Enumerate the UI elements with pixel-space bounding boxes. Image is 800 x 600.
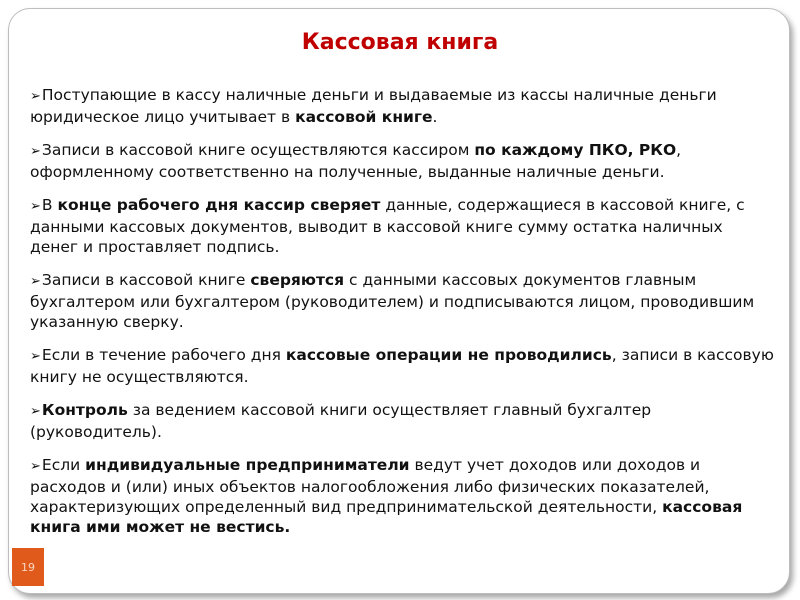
text-run: В — [41, 196, 58, 214]
text-run: Если в течение рабочего дня — [41, 346, 286, 364]
bold-text: Контроль — [41, 401, 128, 419]
bold-text: кассовая книга ими может не вестись. — [30, 498, 743, 536]
text-run: Поступающие в кассу наличные деньги и выдаваемые из кассы наличные деньги юридическое лицо учитывает в — [30, 86, 717, 126]
text-run: за ведением кассовой книги осуществляет главный бухгалтер (руководитель). — [30, 401, 652, 441]
bullet-item — [30, 140, 775, 182]
bullet-item — [30, 455, 775, 537]
text-run: . — [432, 108, 438, 126]
arrow-bullet-icon: ➢ — [30, 274, 41, 289]
text-run: , записи в кассовую книгу не осуществляются. — [30, 346, 774, 386]
bullet-item — [30, 270, 775, 332]
text-run: с данными кассовых документов главным бухгалтером или бухгалтером (руководителем) и подписываются лицом, проводившим указанную сверку. — [30, 271, 755, 331]
text-run: данные, содержащиеся в кассовой книге, с данными кассовых документов, выводит в кассовой книге сумму остатка наличных денег и проставляет подпись. — [30, 196, 745, 256]
bullet-item — [30, 345, 775, 387]
bullet-item — [30, 85, 775, 127]
arrow-bullet-icon: ➢ — [30, 349, 41, 364]
arrow-bullet-icon: ➢ — [30, 144, 41, 159]
bold-text: по каждому ПКО, РКО — [474, 141, 677, 159]
text-run: , оформленному соответственно на полученные, выданные наличные деньги. — [30, 141, 682, 181]
slide-title: Кассовая книга — [301, 30, 499, 55]
text-run: ведут учет доходов или доходов и расходов и (или) иных объектов налогообложения либо физических показателей, характеризующих определенный вид предпринимательской деятельности, — [30, 456, 710, 516]
slide-number: 19 — [12, 548, 44, 586]
bold-text: кассовой книге — [295, 108, 433, 126]
arrow-bullet-icon: ➢ — [30, 459, 41, 474]
bold-text: конце рабочего дня кассир сверяет — [57, 196, 381, 214]
text-run: Записи в кассовой книге — [41, 271, 251, 289]
text-run: Если — [41, 456, 86, 474]
bold-text: кассовые операции не проводились — [285, 346, 612, 364]
bullet-item — [30, 195, 775, 257]
bullet-item — [30, 400, 775, 442]
bold-text: сверяются — [250, 271, 345, 289]
text-run: Записи в кассовой книге осуществляются кассиром — [41, 141, 475, 159]
arrow-bullet-icon: ➢ — [30, 199, 41, 214]
bullet-list — [30, 85, 775, 550]
bold-text: индивидуальные предприниматели — [85, 456, 410, 474]
arrow-bullet-icon: ➢ — [30, 404, 41, 419]
arrow-bullet-icon: ➢ — [30, 89, 41, 104]
